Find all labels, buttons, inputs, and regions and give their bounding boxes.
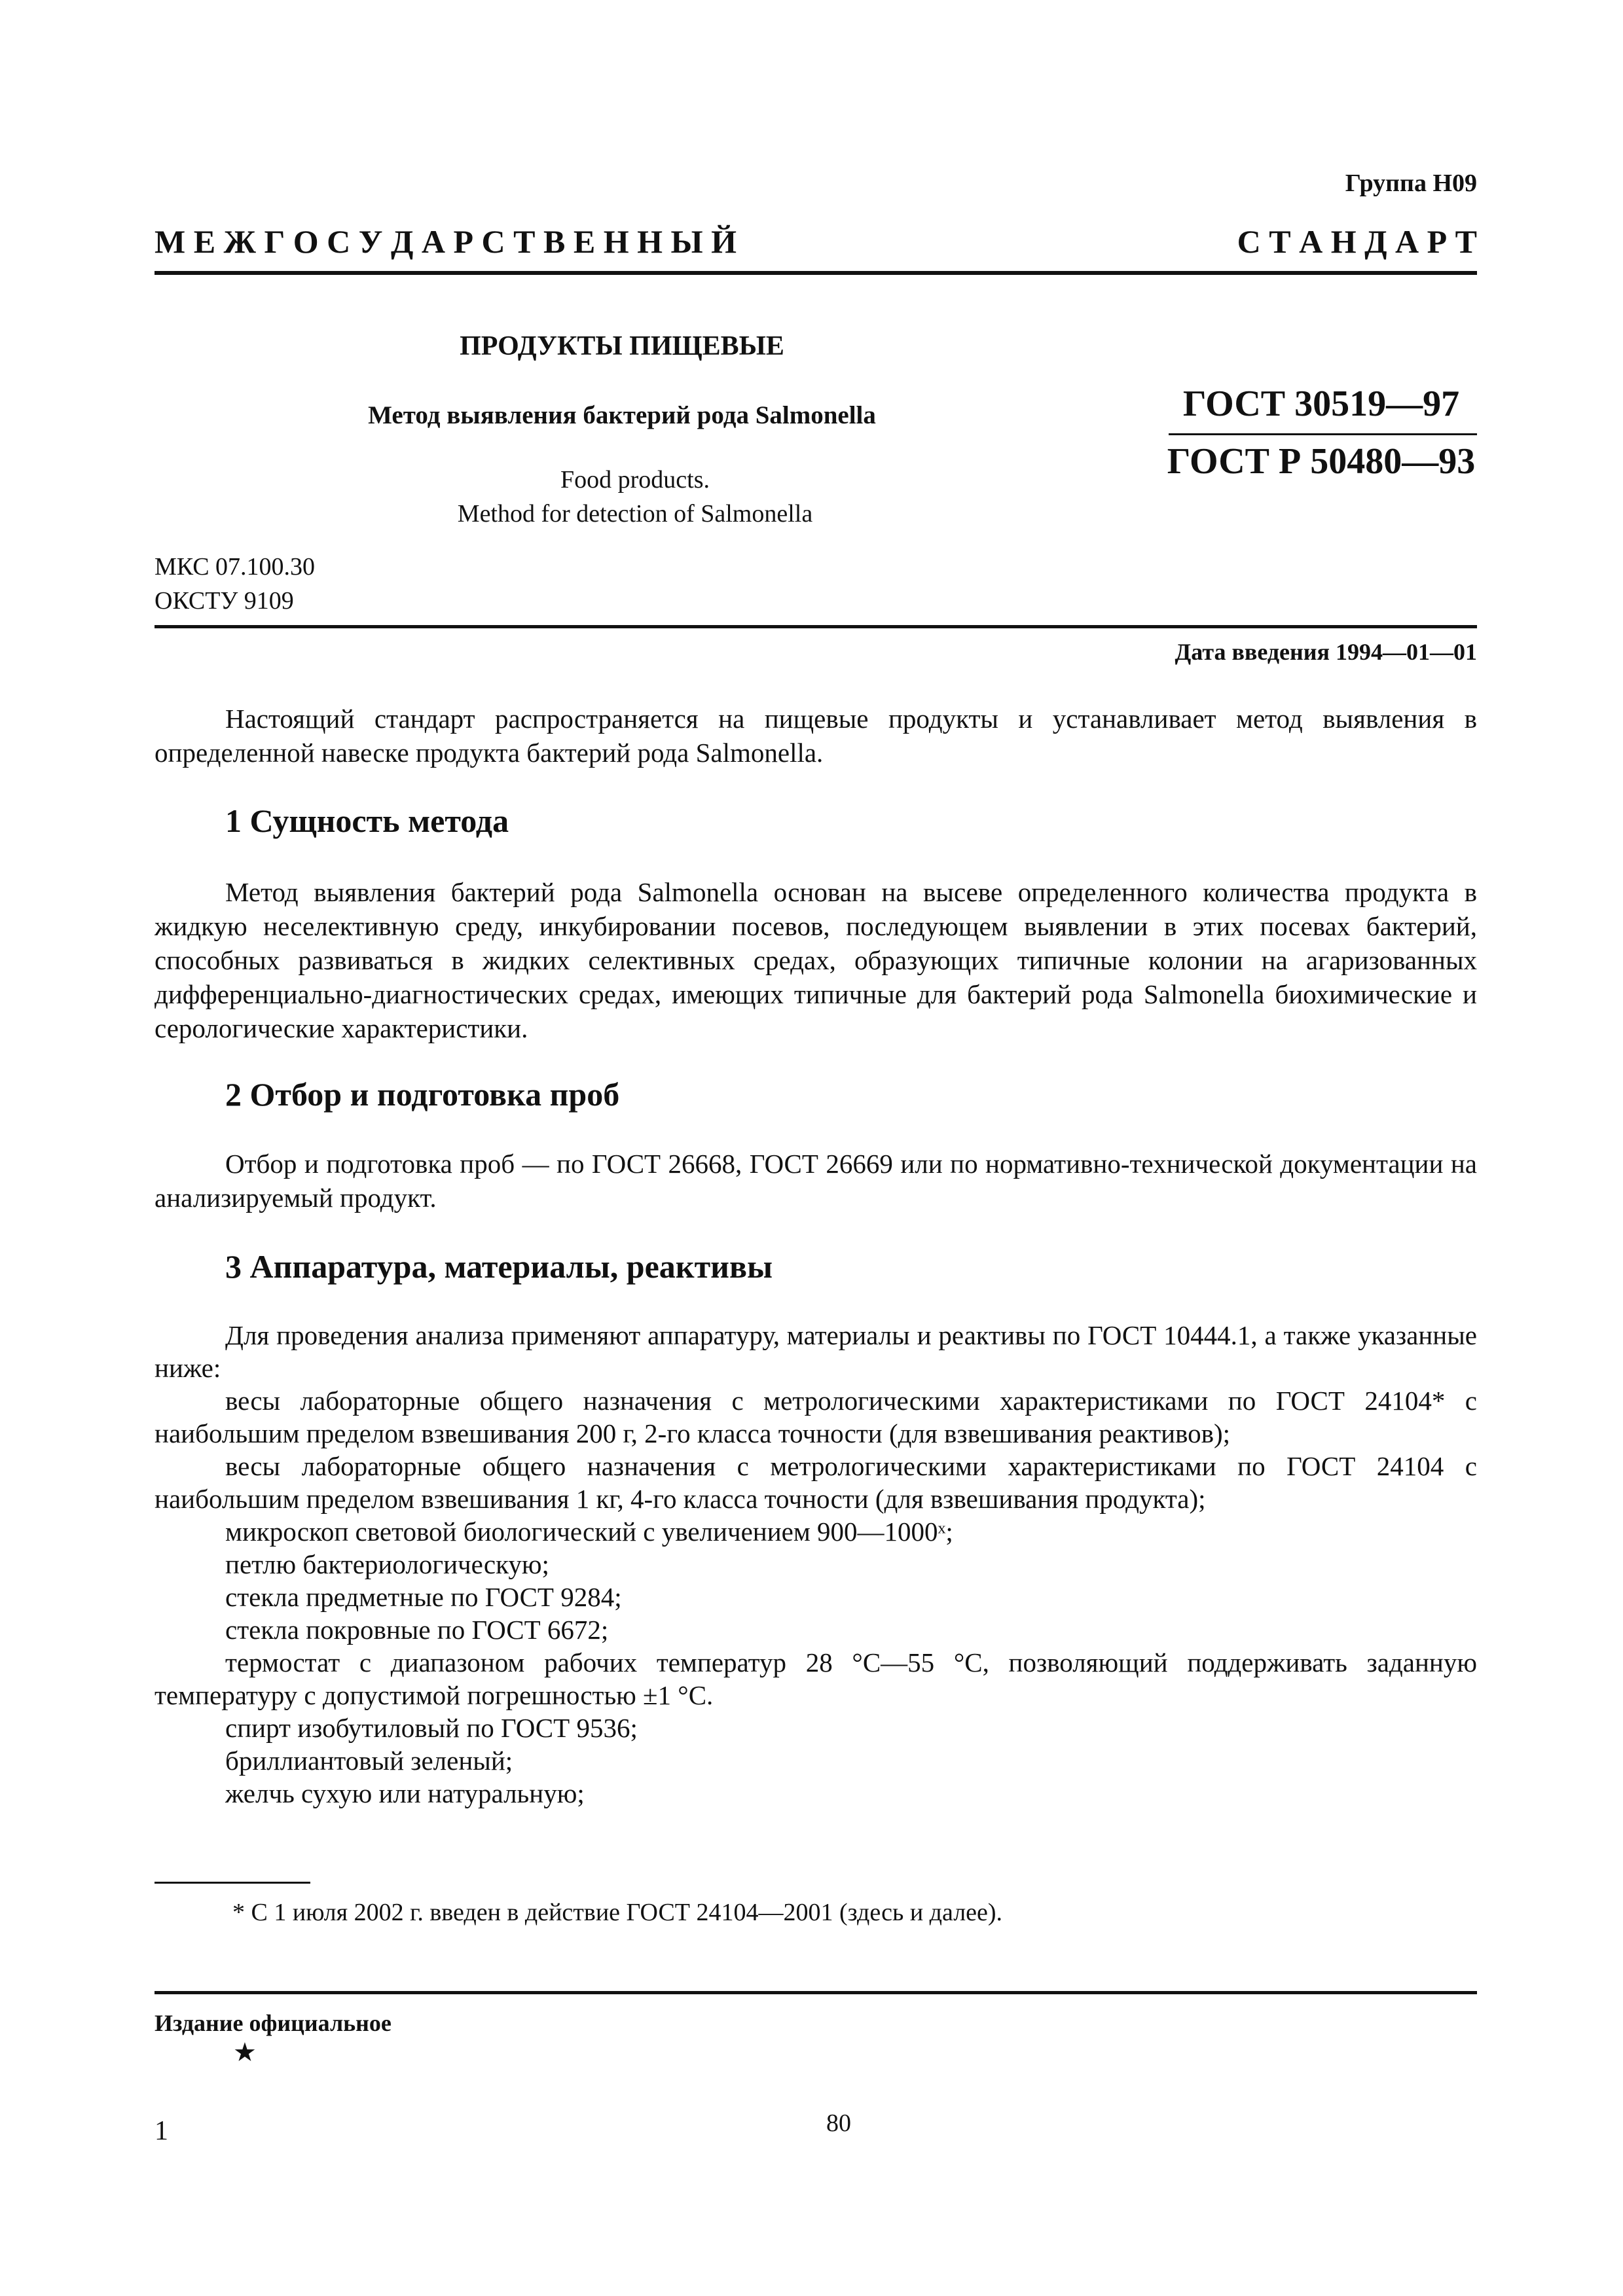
intro-text: Настоящий стандарт распространяется на пищевые продукты и устанавливает метод выявления в определенной навеске продукта бактерий рода Salmonella.	[155, 704, 1477, 768]
gost-number-primary: ГОСТ 30519—97	[1182, 384, 1460, 424]
list-item: петлю бактериологическую;	[225, 1549, 549, 1579]
english-title-line-1: Food products.	[560, 466, 710, 493]
intro-paragraph	[155, 702, 1477, 770]
list-item: бриллиантовый зеленый;	[225, 1746, 513, 1776]
document-title: ПРОДУКТЫ ПИЩЕВЫЕ	[460, 331, 784, 361]
header-rule	[155, 271, 1477, 275]
list-item: стекла предметные по ГОСТ 9284;	[225, 1582, 622, 1612]
heading-word-standard: С Т А Н Д А Р Т	[1237, 223, 1477, 260]
gost-divider	[1169, 433, 1477, 435]
section-3-body	[155, 1319, 1477, 1810]
list-item: стекла покровные по ГОСТ 6672;	[225, 1615, 609, 1645]
star-icon: ★	[233, 2037, 257, 2067]
gost-number-secondary: ГОСТ Р 50480—93	[1167, 441, 1476, 482]
section-1-body	[155, 875, 1477, 1045]
list-item: микроскоп световой биологический с увеличением 900—1000ˣ;	[225, 1516, 953, 1547]
heading-word-interstate: М Е Ж Г О С У Д А Р С Т В Е Н Н Ы Й	[155, 223, 737, 260]
english-title-line-2: Method for detection of Salmonella	[457, 500, 813, 528]
section-1-heading: 1 Сущность метода	[225, 802, 509, 839]
section-3-text: Для проведения анализа применяют аппаратуру, материалы и реактивы по ГОСТ 10444.1, а также указанные ниже:	[155, 1320, 1477, 1383]
official-edition-label: Издание официальное	[155, 2010, 392, 2036]
okstu-code: ОКСТУ 9109	[155, 587, 294, 615]
list-item: желчь сухую или натуральную;	[225, 1778, 585, 1808]
codes-rule	[155, 625, 1477, 628]
list-item: весы лабораторные общего назначения с метрологическими характеристиками по ГОСТ 24104 с наибольшим пределом взвешивания 1 кг, 4-го класса точности (для взвешивания продукта);	[155, 1451, 1477, 1514]
group-label: Группа Н09	[1345, 170, 1477, 197]
list-item: термостат с диапазоном рабочих температур 28 °С—55 °С, позволяющий поддерживать заданную температуру с допустимой погрешностью ±1 °С.	[155, 1647, 1477, 1710]
standard-type-heading	[155, 223, 1477, 260]
footnote: * С 1 июля 2002 г. введен в действие ГОСТ 24104—2001 (здесь и далее).	[232, 1899, 1003, 1926]
section-2-text: Отбор и подготовка проб — по ГОСТ 26668, ГОСТ 26669 или по нормативно-технической документации на анализируемый продукт.	[155, 1149, 1477, 1213]
introduction-date: Дата введения 1994—01—01	[1175, 639, 1477, 665]
section-2-body	[155, 1147, 1477, 1215]
section-2-heading: 2 Отбор и подготовка проб	[225, 1076, 620, 1113]
section-1-text: Метод выявления бактерий рода Salmonella основан на высеве определенного количества продукта в жидкую неселективную среду, инкубировании посевов, последующем выявлении в этих посевах бактерий, способных развиваться в жидких селективных средах, образующих типичные колонии на агаризованных дифференциально-диагностических средах, имеющих типичные для бактерий рода Salmonella биохимические и серологические характеристики.	[155, 877, 1477, 1043]
list-item: весы лабораторные общего назначения с метрологическими характеристиками по ГОСТ 24104* с наибольшим пределом взвешивания 200 г, 2-го класса точности (для взвешивания реактивов);	[155, 1386, 1477, 1448]
english-title	[367, 463, 903, 531]
footer-rule	[155, 1991, 1477, 1994]
section-3-heading: 3 Аппаратура, материалы, реактивы	[225, 1248, 773, 1285]
footnote-rule	[155, 1882, 310, 1884]
page-number: 80	[826, 2109, 851, 2137]
sheet-number: 1	[155, 2116, 168, 2146]
classification-codes	[155, 550, 315, 618]
list-item: спирт изобутиловый по ГОСТ 9536;	[225, 1713, 638, 1743]
document-subtitle: Метод выявления бактерий рода Salmonella	[368, 401, 876, 429]
mks-code: МКС 07.100.30	[155, 553, 316, 581]
